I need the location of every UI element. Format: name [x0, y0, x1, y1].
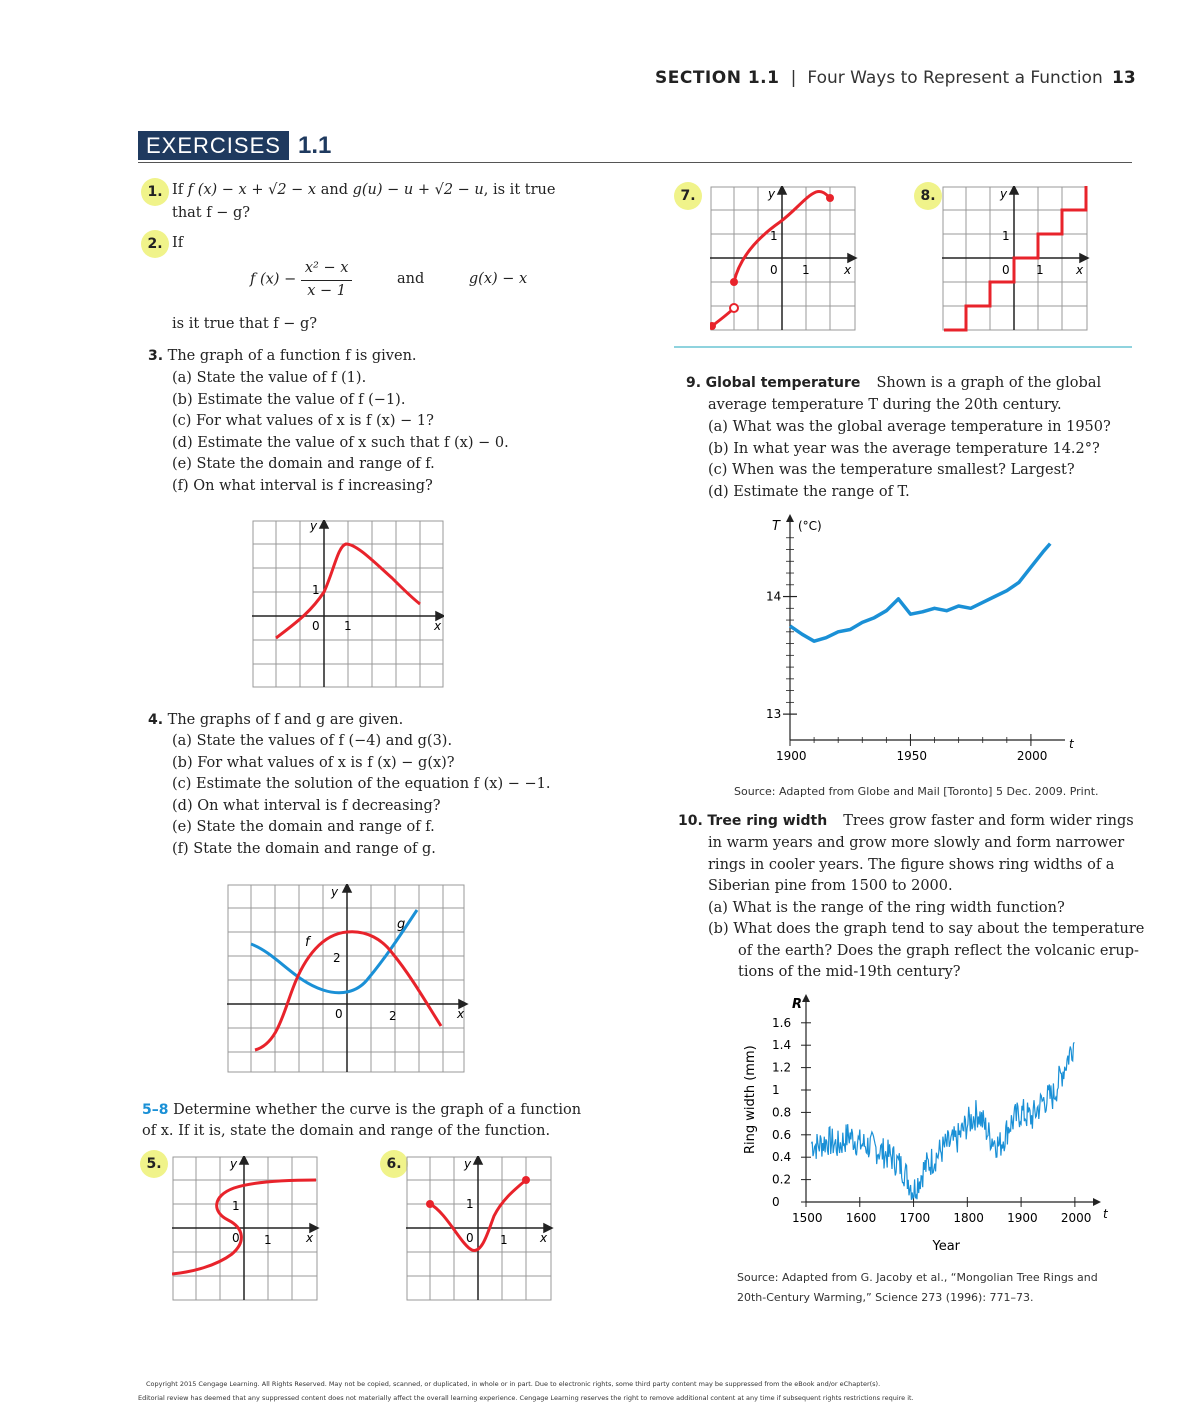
x-tick-label: 1950 — [896, 749, 928, 763]
y-tick-label: 1.4 — [772, 1038, 792, 1053]
header-separator: | — [790, 68, 797, 88]
x-axis-label: Year — [932, 1239, 961, 1254]
item: tions of the mid-19th century? — [738, 964, 961, 980]
svg-text:x: x — [1076, 263, 1084, 277]
origin-label: 0 — [335, 1007, 343, 1021]
divider — [674, 346, 1132, 348]
exercise-5-graph — [172, 1156, 320, 1302]
y-tick-label: 0.4 — [772, 1150, 792, 1165]
item: (c) For what values of x is f (x) − 1? — [172, 413, 434, 429]
y-tick-label: 13 — [766, 707, 782, 722]
item: (b) For what values of x is f (x) − g(x)? — [172, 754, 455, 771]
exercise-8-number: 8. — [914, 182, 942, 210]
y-tick-label: 0.8 — [772, 1105, 792, 1120]
svg-text:x: x — [844, 263, 852, 277]
item: (a) What is the range of the ring width function? — [708, 899, 1065, 916]
exercises-number: 1.1 — [298, 132, 332, 159]
exercise-4: 4. The graphs of f and g are given. — [148, 712, 404, 728]
y-axis-label: y — [310, 520, 318, 533]
svg-text:y: y — [768, 187, 776, 201]
exercise-8-graph — [942, 186, 1090, 332]
item: of the earth? Does the graph reflect the volcanic erup- — [738, 942, 1139, 959]
section-label: SECTION 1.1 — [655, 68, 780, 88]
copyright-line-2: Editorial review has deemed that any suppressed content does not materially affect the overall learning experience. Cengage Learning reserves the right to remove additional content at any time if subsequent rights restrictions require it. — [138, 1394, 914, 1402]
y-axis-label: Ring width (mm) — [743, 1045, 758, 1154]
x-tick-label: 1900 — [1007, 1211, 1038, 1225]
exercise-3: 3. The graph of a function f is given. — [148, 348, 417, 364]
page-number: 13 — [1112, 68, 1136, 88]
svg-text:1: 1 — [770, 229, 778, 243]
item: (c) When was the temperature smallest? Largest? — [708, 462, 1075, 478]
exercise-2-if: If — [172, 235, 184, 251]
y-tick-label: 1 — [312, 583, 320, 597]
exercise-6-graph — [406, 1156, 554, 1302]
exercise-5-8-intro: 5–8 Determine whether the curve is the graph of a function — [142, 1102, 582, 1118]
x-tick-label: 1800 — [953, 1211, 984, 1225]
y-axis-symbol: R — [792, 997, 803, 1012]
item: (b) In what year was the average temperature 14.2°? — [708, 440, 1100, 457]
x-axis-label: x — [457, 1007, 465, 1021]
exercise-9-items — [708, 417, 1111, 503]
svg-text:x: x — [306, 1231, 314, 1245]
origin-label: 0 — [312, 619, 320, 633]
exercise-6-number: 6. — [380, 1150, 408, 1178]
banner-rule — [138, 162, 1132, 163]
item: (f) State the domain and range of g. — [172, 840, 436, 857]
ring-width-chart — [736, 992, 1116, 1258]
exercise-10-title: 10. Tree ring width Trees grow faster and form wider rings — [678, 813, 1134, 829]
exercise-9-source: Source: Adapted from Globe and Mail [Toronto] 5 Dec. 2009. Print. — [734, 785, 1099, 798]
y-tick-label: 0.2 — [772, 1172, 792, 1187]
y-tick-label: 1 — [772, 1083, 780, 1097]
exercise-10-source-2: 20th-Century Warming,” Science 273 (1996): 771–73. — [737, 1291, 1034, 1304]
copyright-line-1: Copyright 2015 Cengage Learning. All Rights Reserved. May not be copied, scanned, or duplicated, in whole or in part. Due to electronic rights, some third party content may be suppressed from the eBook and/or eChapter(s). — [146, 1380, 881, 1388]
svg-text:0: 0 — [1002, 263, 1010, 277]
exercise-4-graph — [227, 884, 469, 1074]
item: (b) Estimate the value of f (−1). — [172, 391, 406, 408]
item: (d) Estimate the value of x such that f (x) − 0. — [172, 434, 509, 451]
y-axis-label: T — [772, 519, 780, 534]
x-tick-label: 2000 — [1016, 749, 1048, 763]
x-tick-label: 2 — [389, 1009, 397, 1023]
label-f: f — [305, 935, 310, 950]
svg-text:1: 1 — [802, 263, 810, 277]
y-tick-label: 1.6 — [772, 1015, 792, 1030]
running-header — [655, 68, 1103, 88]
svg-text:0: 0 — [466, 1231, 474, 1245]
temperature-series — [790, 544, 1050, 642]
svg-text:y: y — [230, 1157, 238, 1171]
y-tick-label: 0 — [772, 1195, 780, 1209]
x-tick-label: 1900 — [776, 749, 807, 763]
exercise-2-equation: f (x) − $\frac{\text{x² − x}}{x - 1}$ and g(x) − x — [250, 258, 527, 302]
item: (a) What was the global average temperature in 1950? — [708, 419, 1111, 435]
x-tick-label: 1 — [344, 619, 352, 633]
temperature-chart — [740, 512, 1080, 772]
x-axis-var: t — [1103, 1207, 1108, 1221]
x-axis-label: t — [1069, 737, 1074, 751]
y-tick-label: 14 — [766, 589, 782, 604]
svg-text:1: 1 — [1036, 263, 1044, 277]
section-title: Four Ways to Represent a Function — [807, 68, 1103, 88]
item: (d) Estimate the range of T. — [708, 483, 910, 500]
y-tick-label: 1.2 — [772, 1060, 792, 1075]
ring-width-series — [811, 1042, 1074, 1200]
item: (d) On what interval is f decreasing? — [172, 797, 441, 814]
svg-text:y: y — [1000, 187, 1008, 201]
item: (a) State the values of f (−4) and g(3). — [172, 733, 453, 749]
exercise-4-items — [172, 731, 550, 860]
exercise-2-number: 2. — [141, 230, 169, 258]
exercise-3-items — [172, 368, 509, 497]
x-tick-label: 1700 — [899, 1211, 931, 1225]
exercise-5-8-intro-line2: of x. If it is, state the domain and range of the function. — [142, 1123, 551, 1139]
exercise-9-title: 9. Global temperature Shown is a graph of the global — [686, 375, 1102, 391]
exercises-banner — [138, 132, 331, 160]
exercise-5-number: 5. — [140, 1150, 168, 1178]
y-tick-label: 0.6 — [772, 1127, 792, 1142]
exercise-1-text: If f (x) − x + √2 − x and g(u) − u + √2 − u, is it true — [172, 182, 556, 198]
svg-text:y: y — [464, 1157, 472, 1171]
exercises-label: EXERCISES — [138, 131, 289, 160]
label-g: g — [397, 917, 406, 932]
item: (b) What does the graph tend to say about the temperature — [708, 921, 1145, 937]
y-tick-label: 2 — [333, 951, 341, 965]
item: (c) Estimate the solution of the equation f (x) − −1. — [172, 776, 551, 792]
svg-text:1: 1 — [466, 1197, 474, 1211]
svg-text:0: 0 — [770, 263, 778, 277]
y-axis-unit: (°C) — [798, 519, 822, 533]
svg-text:x: x — [540, 1231, 548, 1245]
y-axis-arrow — [786, 514, 794, 522]
item: (f) On what interval is f increasing? — [172, 477, 433, 494]
item: (e) State the domain and range of f. — [172, 456, 435, 472]
item: (e) State the domain and range of f. — [172, 819, 435, 835]
svg-text:1: 1 — [1002, 229, 1010, 243]
exercise-2-question: is it true that f − g? — [172, 316, 318, 332]
exercise-10-source-1: Source: Adapted from G. Jacoby et al., “Mongolian Tree Rings and — [737, 1271, 1098, 1284]
svg-text:0: 0 — [232, 1231, 240, 1245]
y-axis-arrow — [802, 994, 810, 1002]
exercise-7-graph — [710, 186, 858, 332]
x-axis-arrow — [1093, 1198, 1101, 1206]
exercise-1-number: 1. — [141, 178, 169, 206]
y-axis-label: y — [331, 885, 339, 899]
x-tick-label: 1500 — [792, 1211, 823, 1225]
exercise-7-number: 7. — [674, 182, 702, 210]
exercise-10-body: in warm years and grow more slowly and form narrower rings in cooler years. The figure shows ring widths of a Siberian pine from 1500 to 2000. (a) What is the range of the ring width function? (b) What does the graph tend to say about the temperature of the earth? Does the graph reflect the volcanic erup- tions of the mid-19th century? — [708, 833, 1144, 984]
x-tick-label: 2000 — [1060, 1211, 1092, 1225]
exercise-1-line2: that f − g? — [172, 205, 251, 221]
svg-text:1: 1 — [232, 1199, 240, 1213]
svg-text:1: 1 — [264, 1233, 272, 1247]
exercise-3-graph — [252, 520, 444, 688]
x-tick-label: 1600 — [845, 1211, 877, 1225]
x-axis-label: x — [434, 619, 442, 633]
exercise-9-intro: average temperature T during the 20th century. — [708, 397, 1062, 413]
fraction: $\frac{\text{x² − x}}{x - 1}$ — [301, 258, 353, 302]
item: (a) State the value of f (1). — [172, 370, 367, 386]
svg-text:1: 1 — [500, 1233, 508, 1247]
